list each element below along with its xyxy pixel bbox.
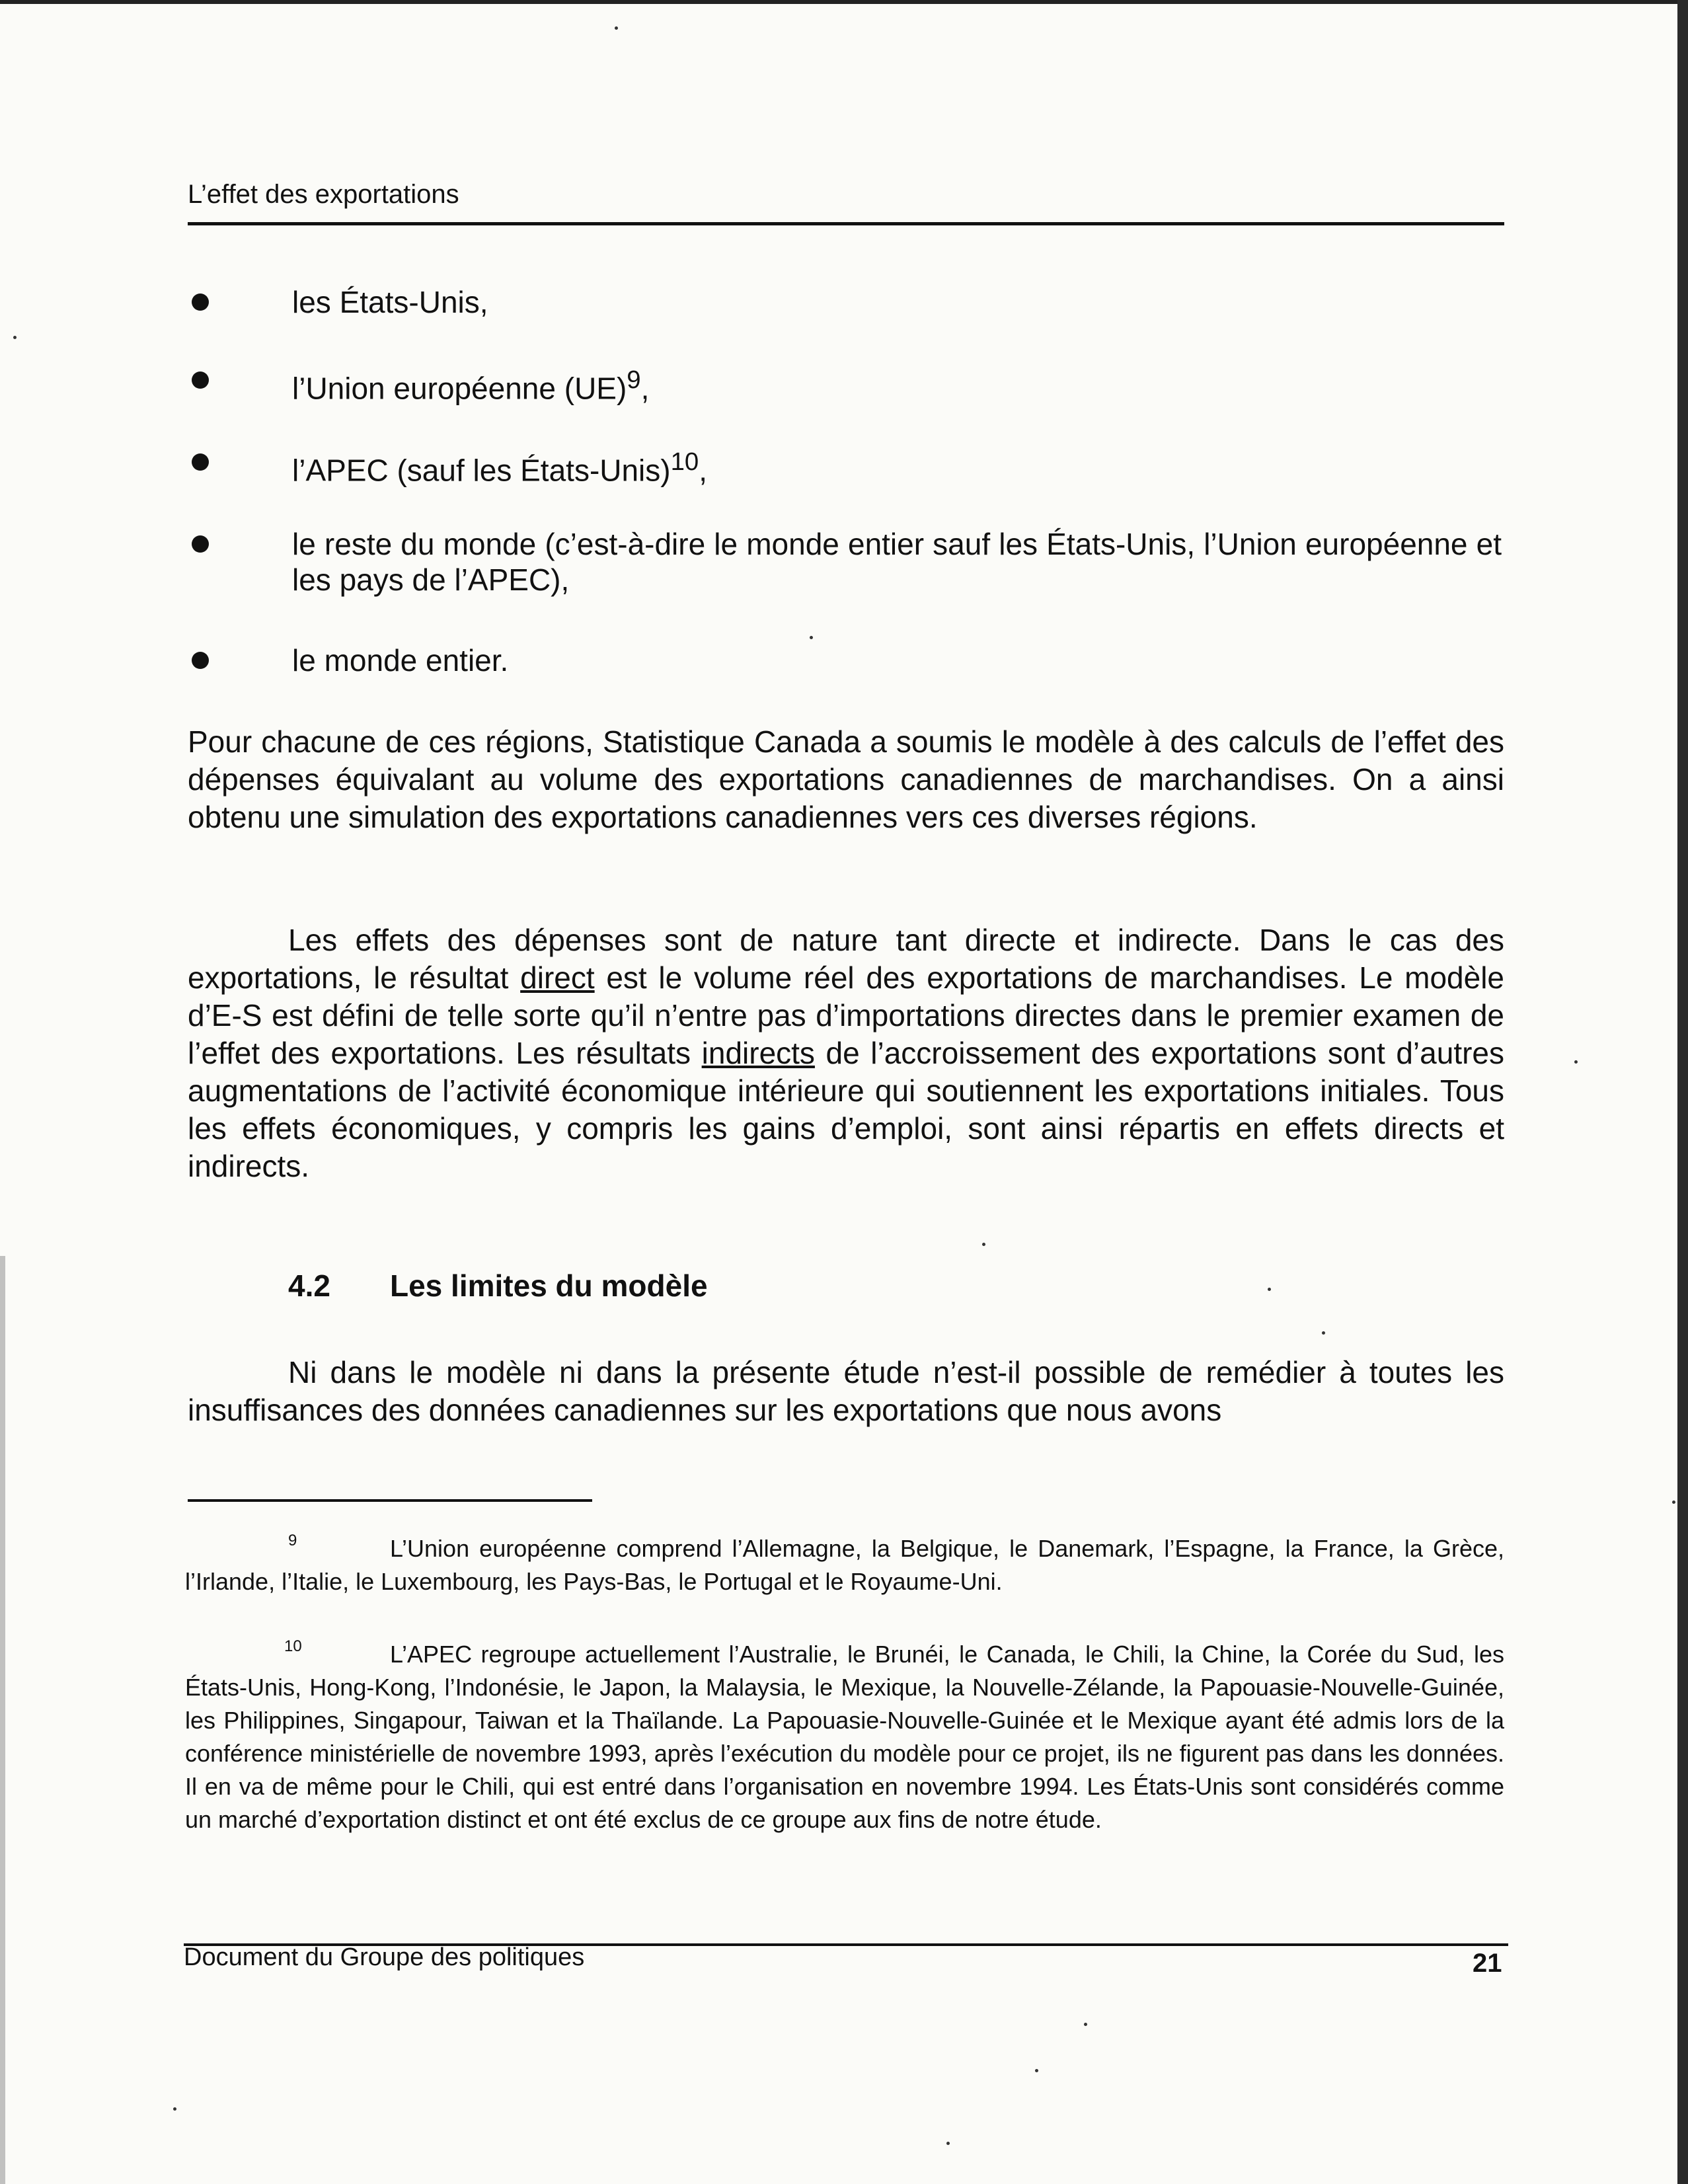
scan-speck xyxy=(982,1243,985,1246)
scan-speck xyxy=(1035,2069,1038,2072)
p2-text-b: est le volume réel des exportations de marchandises. Le modèle d’E-S est défini de telle sorte qu’il n’entre pas d’importations directes dans le premier examen de l’effet des exportations. Les résultats xyxy=(188,960,1504,1070)
paragraph-1: Pour chacune de ces régions, Statistique Canada a soumis le modèle à des calculs de l’effet des dépenses équivalant au volume des exportations canadiennes de marchandises. On a ainsi obtenu une simulation des exportations canadiennes vers ces diverses régions. xyxy=(188,724,1504,834)
scan-speck xyxy=(1574,1060,1578,1064)
scan-edge-left xyxy=(0,1256,5,2184)
scan-speck xyxy=(1322,1331,1325,1335)
bullet-dot xyxy=(192,453,209,471)
section-title: Les limites du modèle xyxy=(390,1268,708,1303)
bullet-text xyxy=(292,444,1502,488)
scan-speck xyxy=(1084,2023,1087,2026)
section-number: 4.2 xyxy=(288,1268,330,1303)
p2-text-a: Les effets des dépenses sont de nature tant directe et indirecte. Dans le cas des exportations, le résultat xyxy=(188,923,1504,995)
scan-speck xyxy=(1268,1288,1271,1291)
bullet-label: l’Union européenne (UE) xyxy=(292,371,627,406)
footer-title: Document du Groupe des politiques xyxy=(184,1943,585,1971)
scan-edge-top xyxy=(0,0,1688,4)
scan-speck xyxy=(173,2107,176,2111)
bullet-punct: , xyxy=(640,371,650,406)
scan-speck xyxy=(1672,1501,1675,1504)
footnote-number: 9 xyxy=(288,1532,297,1549)
bullet-label: l’APEC (sauf les États-Unis) xyxy=(292,453,671,488)
footnote-rule xyxy=(188,1499,592,1502)
page-number: 21 xyxy=(1473,1949,1502,1978)
p2-text-c: de l’accroissement des exportations sont d’autres augmentations de l’activité économique intérieure qui soutiennent les exportations initiales. Tous les effets économiques, y compris les gains d’emploi, sont ainsi répartis en effets directs et indirects. xyxy=(188,1036,1505,1183)
footnote-text: L’Union européenne comprend l’Allemagne, la Belgique, le Danemark, l’Espagne, la France, la Grèce, l’Irlande, l’Italie, le Luxembourg, les Pays-Bas, le Portugal et le Royaume-Uni. xyxy=(185,1535,1504,1595)
p2-underlined-indirects: indirects xyxy=(701,1036,815,1070)
footnote-ref: 10 xyxy=(670,448,699,476)
scan-speck xyxy=(946,2142,950,2145)
paragraph-3 xyxy=(188,1354,1504,1429)
bullet-punct: , xyxy=(699,453,708,488)
header-rule xyxy=(188,222,1504,225)
scan-speck xyxy=(615,26,618,30)
footnote-9 xyxy=(185,1532,1504,1598)
p2-underlined-direct: direct xyxy=(520,960,595,995)
bullet-dot xyxy=(192,293,209,311)
p3-text: Ni dans le modèle ni dans la présente étude n’est-il possible de remédier à toutes les insuffisances des données canadiennes sur les exportations que nous avons xyxy=(188,1355,1504,1427)
bullet-text xyxy=(292,362,1502,406)
bullet-dot xyxy=(192,371,209,389)
scan-edge-right xyxy=(1677,0,1688,2184)
footnote-text: L’APEC regroupe actuellement l’Australie, le Brunéi, le Canada, le Chili, la Chine, la Corée du Sud, les États-Unis, Hong-Kong, l’Indonésie, le Japon, la Malaysia, le Mexique, la Nouvelle-Zélande, la Papouasie-Nouvelle-Guinée, les Philippines, Singapour, Taiwan et la Thaïlande. La Papouasie-Nouvelle-Guinée et le Mexique ayant été admis lors de la conférence ministérielle de novembre 1993, après l’exécution du modèle pour ce projet, ils ne figurent pas dans les données. Il en va de même pour le Chili, qui est entré dans l’organisation en novembre 1994. Les États-Unis sont considérés comme un marché d’exportation distinct et ont été exclus de ce groupe aux fins de notre étude. xyxy=(185,1641,1504,1833)
running-head-title: L’effet des exportations xyxy=(188,180,459,209)
footnote-10 xyxy=(185,1638,1504,1836)
footnote-number: 10 xyxy=(284,1637,302,1655)
bullet-text: les États-Unis, xyxy=(292,285,488,319)
paragraph-2 xyxy=(188,921,1504,1185)
bullet-dot xyxy=(192,652,209,669)
bullet-dot xyxy=(192,535,209,553)
scan-speck xyxy=(13,336,17,339)
bullet-text: le reste du monde (c’est-à-dire le monde entier sauf les États-Unis, l’Union européenne et les pays de l’APEC), xyxy=(292,527,1502,597)
bullet-text: le monde entier. xyxy=(292,643,509,678)
footnote-ref: 9 xyxy=(627,366,641,394)
scan-speck xyxy=(810,636,813,639)
